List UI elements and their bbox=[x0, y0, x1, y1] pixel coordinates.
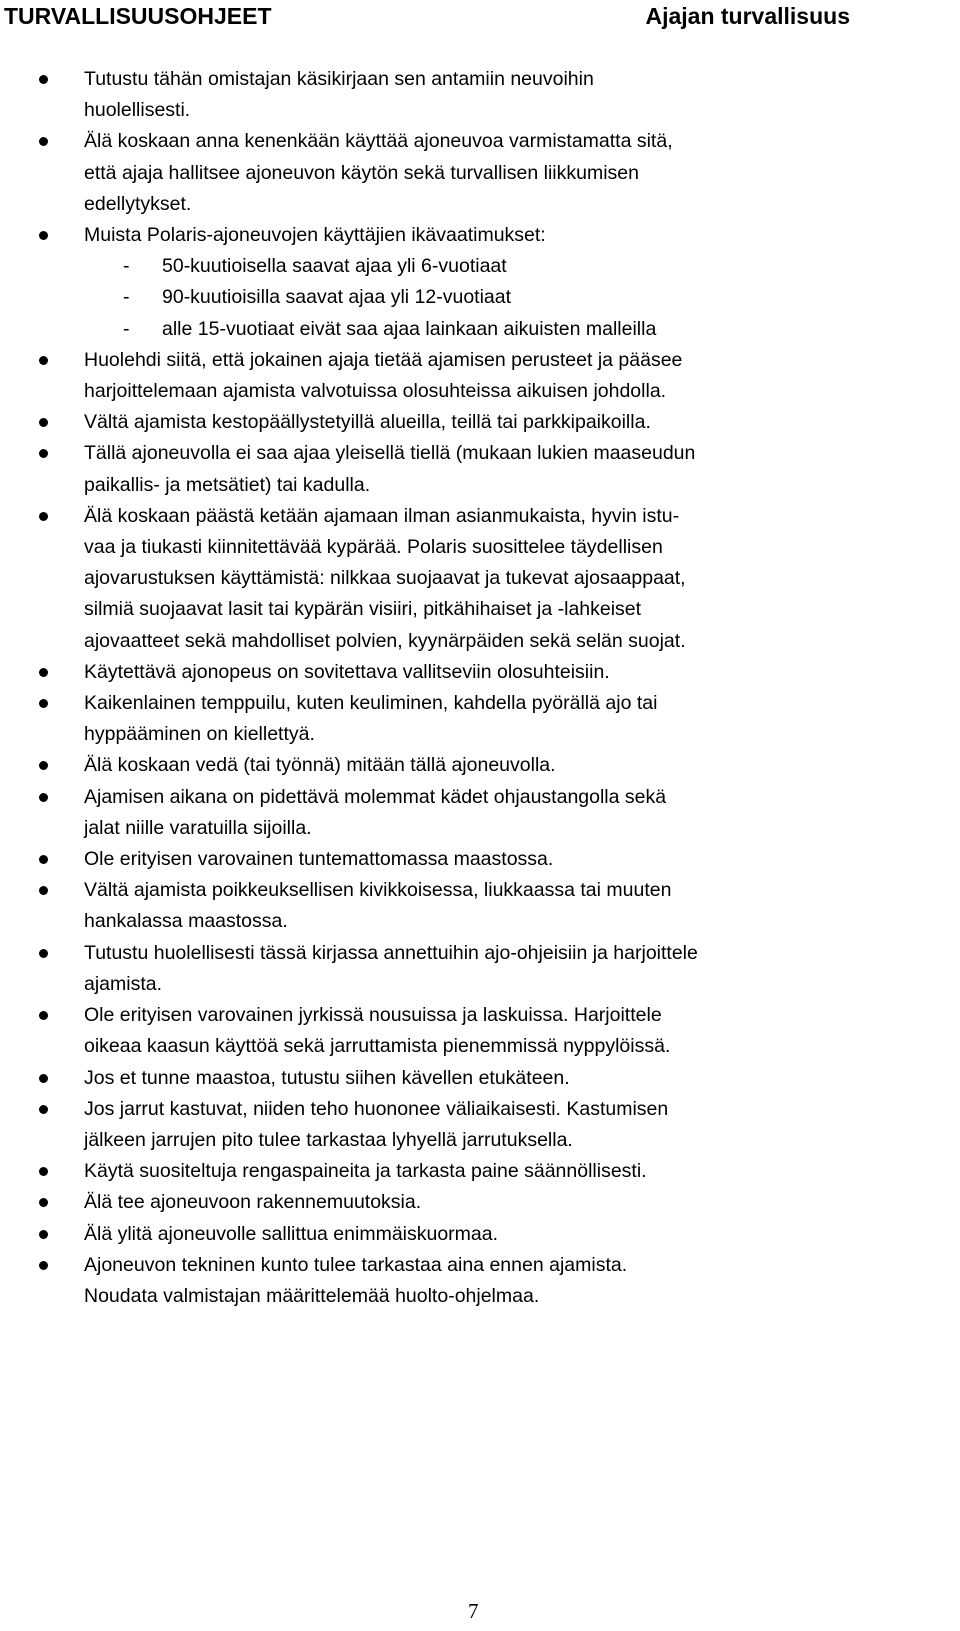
bullet-icon bbox=[39, 855, 48, 864]
list-item bbox=[0, 126, 960, 220]
bullet-icon bbox=[39, 356, 48, 365]
bullet-icon bbox=[39, 1198, 48, 1207]
list-item-text-line: vaa ja tiukasti kiinnitettävää kypärää. Polaris suosittelee täydellisen bbox=[84, 536, 663, 559]
list-item bbox=[0, 220, 960, 345]
list-item-text-line: Tutustu tähän omistajan käsikirjaan sen antamiin neuvoihin bbox=[84, 68, 594, 90]
dash-marker: - bbox=[123, 317, 130, 340]
list-item-text-line: oikeaa kaasun käyttöä sekä jarruttamista pienemmissä nyppylöissä. bbox=[84, 1035, 671, 1058]
bullet-icon bbox=[39, 761, 48, 770]
list-item-text-line: jälkeen jarrujen pito tulee tarkastaa lyhyellä jarrutuksella. bbox=[84, 1128, 573, 1151]
list-item bbox=[0, 407, 960, 438]
page-number: 7 bbox=[468, 1599, 479, 1623]
bullet-icon bbox=[39, 1230, 48, 1239]
sub-list-item-text: alle 15-vuotiaat eivät saa ajaa lainkaan aikuisten malleilla bbox=[162, 317, 657, 340]
list-item bbox=[0, 657, 960, 688]
list-item bbox=[0, 345, 960, 407]
bullet-icon bbox=[39, 793, 48, 802]
list-item bbox=[0, 1063, 960, 1094]
page-header bbox=[4, 2, 950, 34]
bullet-icon bbox=[39, 1167, 48, 1176]
bullet-icon bbox=[39, 1074, 48, 1083]
list-item-text-line: Tutustu huolellisesti tässä kirjassa annettuihin ajo-ohjeisiin ja harjoittele bbox=[84, 941, 698, 964]
bullet-icon bbox=[39, 75, 48, 84]
list-item-text-line: Kaikenlainen temppuilu, kuten keuliminen, kahdella pyörällä ajo tai bbox=[84, 692, 658, 715]
list-item bbox=[0, 1187, 960, 1218]
list-item bbox=[0, 1094, 960, 1156]
bullet-icon bbox=[39, 418, 48, 427]
list-item bbox=[0, 1000, 960, 1062]
list-item-text-line: hankalassa maastossa. bbox=[84, 910, 288, 933]
list-item-text-line: ajovaatteet sekä mahdolliset polvien, kyynärpäiden sekä selän suojat. bbox=[84, 629, 686, 652]
bullet-icon bbox=[39, 699, 48, 708]
list-item-text-line: Älä koskaan päästä ketään ajamaan ilman asianmukaista, hyvin istu- bbox=[84, 504, 680, 527]
list-item-text-line: Älä tee ajoneuvoon rakennemuutoksia. bbox=[84, 1191, 422, 1214]
list-item-text-line: Jos jarrut kastuvat, niiden teho huononee väliaikaisesti. Kastumisen bbox=[84, 1097, 669, 1120]
list-item bbox=[0, 782, 960, 844]
list-item-text-line: Ole erityisen varovainen jyrkissä nousuissa ja laskuissa. Harjoittele bbox=[84, 1004, 662, 1027]
section-title: Ajajan turvallisuus bbox=[645, 3, 850, 29]
bullet-icon bbox=[39, 137, 48, 146]
list-item-text-line: silmiä suojaavat lasit tai kypärän visiiri, pitkähihaiset ja -lahkeiset bbox=[84, 598, 642, 621]
list-item-text-line: Ole erityisen varovainen tuntemattomassa maastossa. bbox=[84, 848, 554, 871]
list-item-text-line: hyppääminen on kiellettyä. bbox=[84, 723, 315, 746]
dash-marker: - bbox=[123, 286, 130, 309]
sub-list-item bbox=[84, 251, 954, 282]
list-item bbox=[0, 1156, 960, 1187]
bullet-icon bbox=[39, 231, 48, 240]
list-item bbox=[0, 750, 960, 781]
list-item-text-line: Käytä suositeltuja rengaspaineita ja tarkasta paine säännöllisesti. bbox=[84, 1160, 647, 1183]
list-item-text-line: Jos et tunne maastoa, tutustu siihen kävellen etukäteen. bbox=[84, 1066, 570, 1089]
list-item-text-line: Muista Polaris-ajoneuvojen käyttäjien ikävaatimukset: bbox=[84, 224, 546, 247]
list-item-text-line: Noudata valmistajan määrittelemää huolto-ohjelmaa. bbox=[84, 1284, 540, 1307]
list-item-text-line: että ajaja hallitsee ajoneuvon käytön sekä turvallisen liikkumisen bbox=[84, 161, 639, 184]
list-item bbox=[0, 844, 960, 875]
sub-list-item-text: 90-kuutioisilla saavat ajaa yli 12-vuotiaat bbox=[162, 286, 512, 309]
list-item-text-line: harjoittelemaan ajamista valvotuissa olosuhteissa aikuisen johdolla. bbox=[84, 380, 667, 403]
sub-list-item bbox=[84, 282, 954, 313]
safety-instructions-list bbox=[0, 64, 960, 1312]
list-item-text-line: edellytykset. bbox=[84, 192, 192, 215]
document-title: TURVALLISUUSOHJEET bbox=[4, 3, 272, 29]
bullet-icon bbox=[39, 1011, 48, 1020]
list-item-text-line: ajamista. bbox=[84, 972, 163, 995]
list-item-text-line: Ajamisen aikana on pidettävä molemmat kädet ohjaustangolla sekä bbox=[84, 785, 667, 808]
list-item-text-line: huolellisesti. bbox=[84, 99, 191, 122]
list-item bbox=[0, 875, 960, 937]
sub-list-item bbox=[84, 314, 954, 345]
sub-list-item-text: 50-kuutioisella saavat ajaa yli 6-vuotiaat bbox=[162, 255, 507, 278]
list-item-text-line: Tällä ajoneuvolla ei saa ajaa yleisellä tiellä (mukaan lukien maaseudun bbox=[84, 442, 696, 465]
bullet-icon bbox=[39, 449, 48, 458]
dash-marker: - bbox=[123, 255, 130, 278]
bullet-icon bbox=[39, 512, 48, 521]
list-item-text-line: Vältä ajamista poikkeuksellisen kivikkoisessa, liukkaassa tai muuten bbox=[84, 879, 672, 902]
list-item-text-line: Älä koskaan anna kenenkään käyttää ajoneuvoa varmistamatta sitä, bbox=[84, 130, 673, 153]
list-item bbox=[0, 501, 960, 657]
bullet-icon bbox=[39, 668, 48, 677]
list-item bbox=[0, 438, 960, 500]
list-item-text-line: jalat niille varatuilla sijoilla. bbox=[84, 816, 312, 839]
bullet-icon bbox=[39, 1105, 48, 1114]
list-item bbox=[0, 688, 960, 750]
list-item-text-line: Älä koskaan vedä (tai työnnä) mitään tällä ajoneuvolla. bbox=[84, 754, 556, 777]
bullet-icon bbox=[39, 949, 48, 958]
list-item-text-line: Huolehdi siitä, että jokainen ajaja tietää ajamisen perusteet ja pääsee bbox=[84, 348, 683, 371]
list-item-text-line: Älä ylitä ajoneuvolle sallittua enimmäiskuormaa. bbox=[84, 1222, 499, 1245]
list-item bbox=[0, 938, 960, 1000]
list-item-text-line: Vältä ajamista kestopäällystetyillä alueilla, teillä tai parkkipaikoilla. bbox=[84, 411, 651, 434]
list-item-text-line: Ajoneuvon tekninen kunto tulee tarkastaa aina ennen ajamista. bbox=[84, 1253, 628, 1276]
list-item bbox=[0, 64, 960, 126]
list-item-text-line: Käytettävä ajonopeus on sovitettava vallitseviin olosuhteisiin. bbox=[84, 660, 610, 683]
bullet-icon bbox=[39, 886, 48, 895]
list-item bbox=[0, 1250, 960, 1312]
list-item-text-line: ajovarustuksen käyttämistä: nilkkaa suojaavat ja tukevat ajosaappaat, bbox=[84, 567, 686, 590]
list-item bbox=[0, 1219, 960, 1250]
list-item-text-line: paikallis- ja metsätiet) tai kadulla. bbox=[84, 473, 371, 496]
bullet-icon bbox=[39, 1261, 48, 1270]
